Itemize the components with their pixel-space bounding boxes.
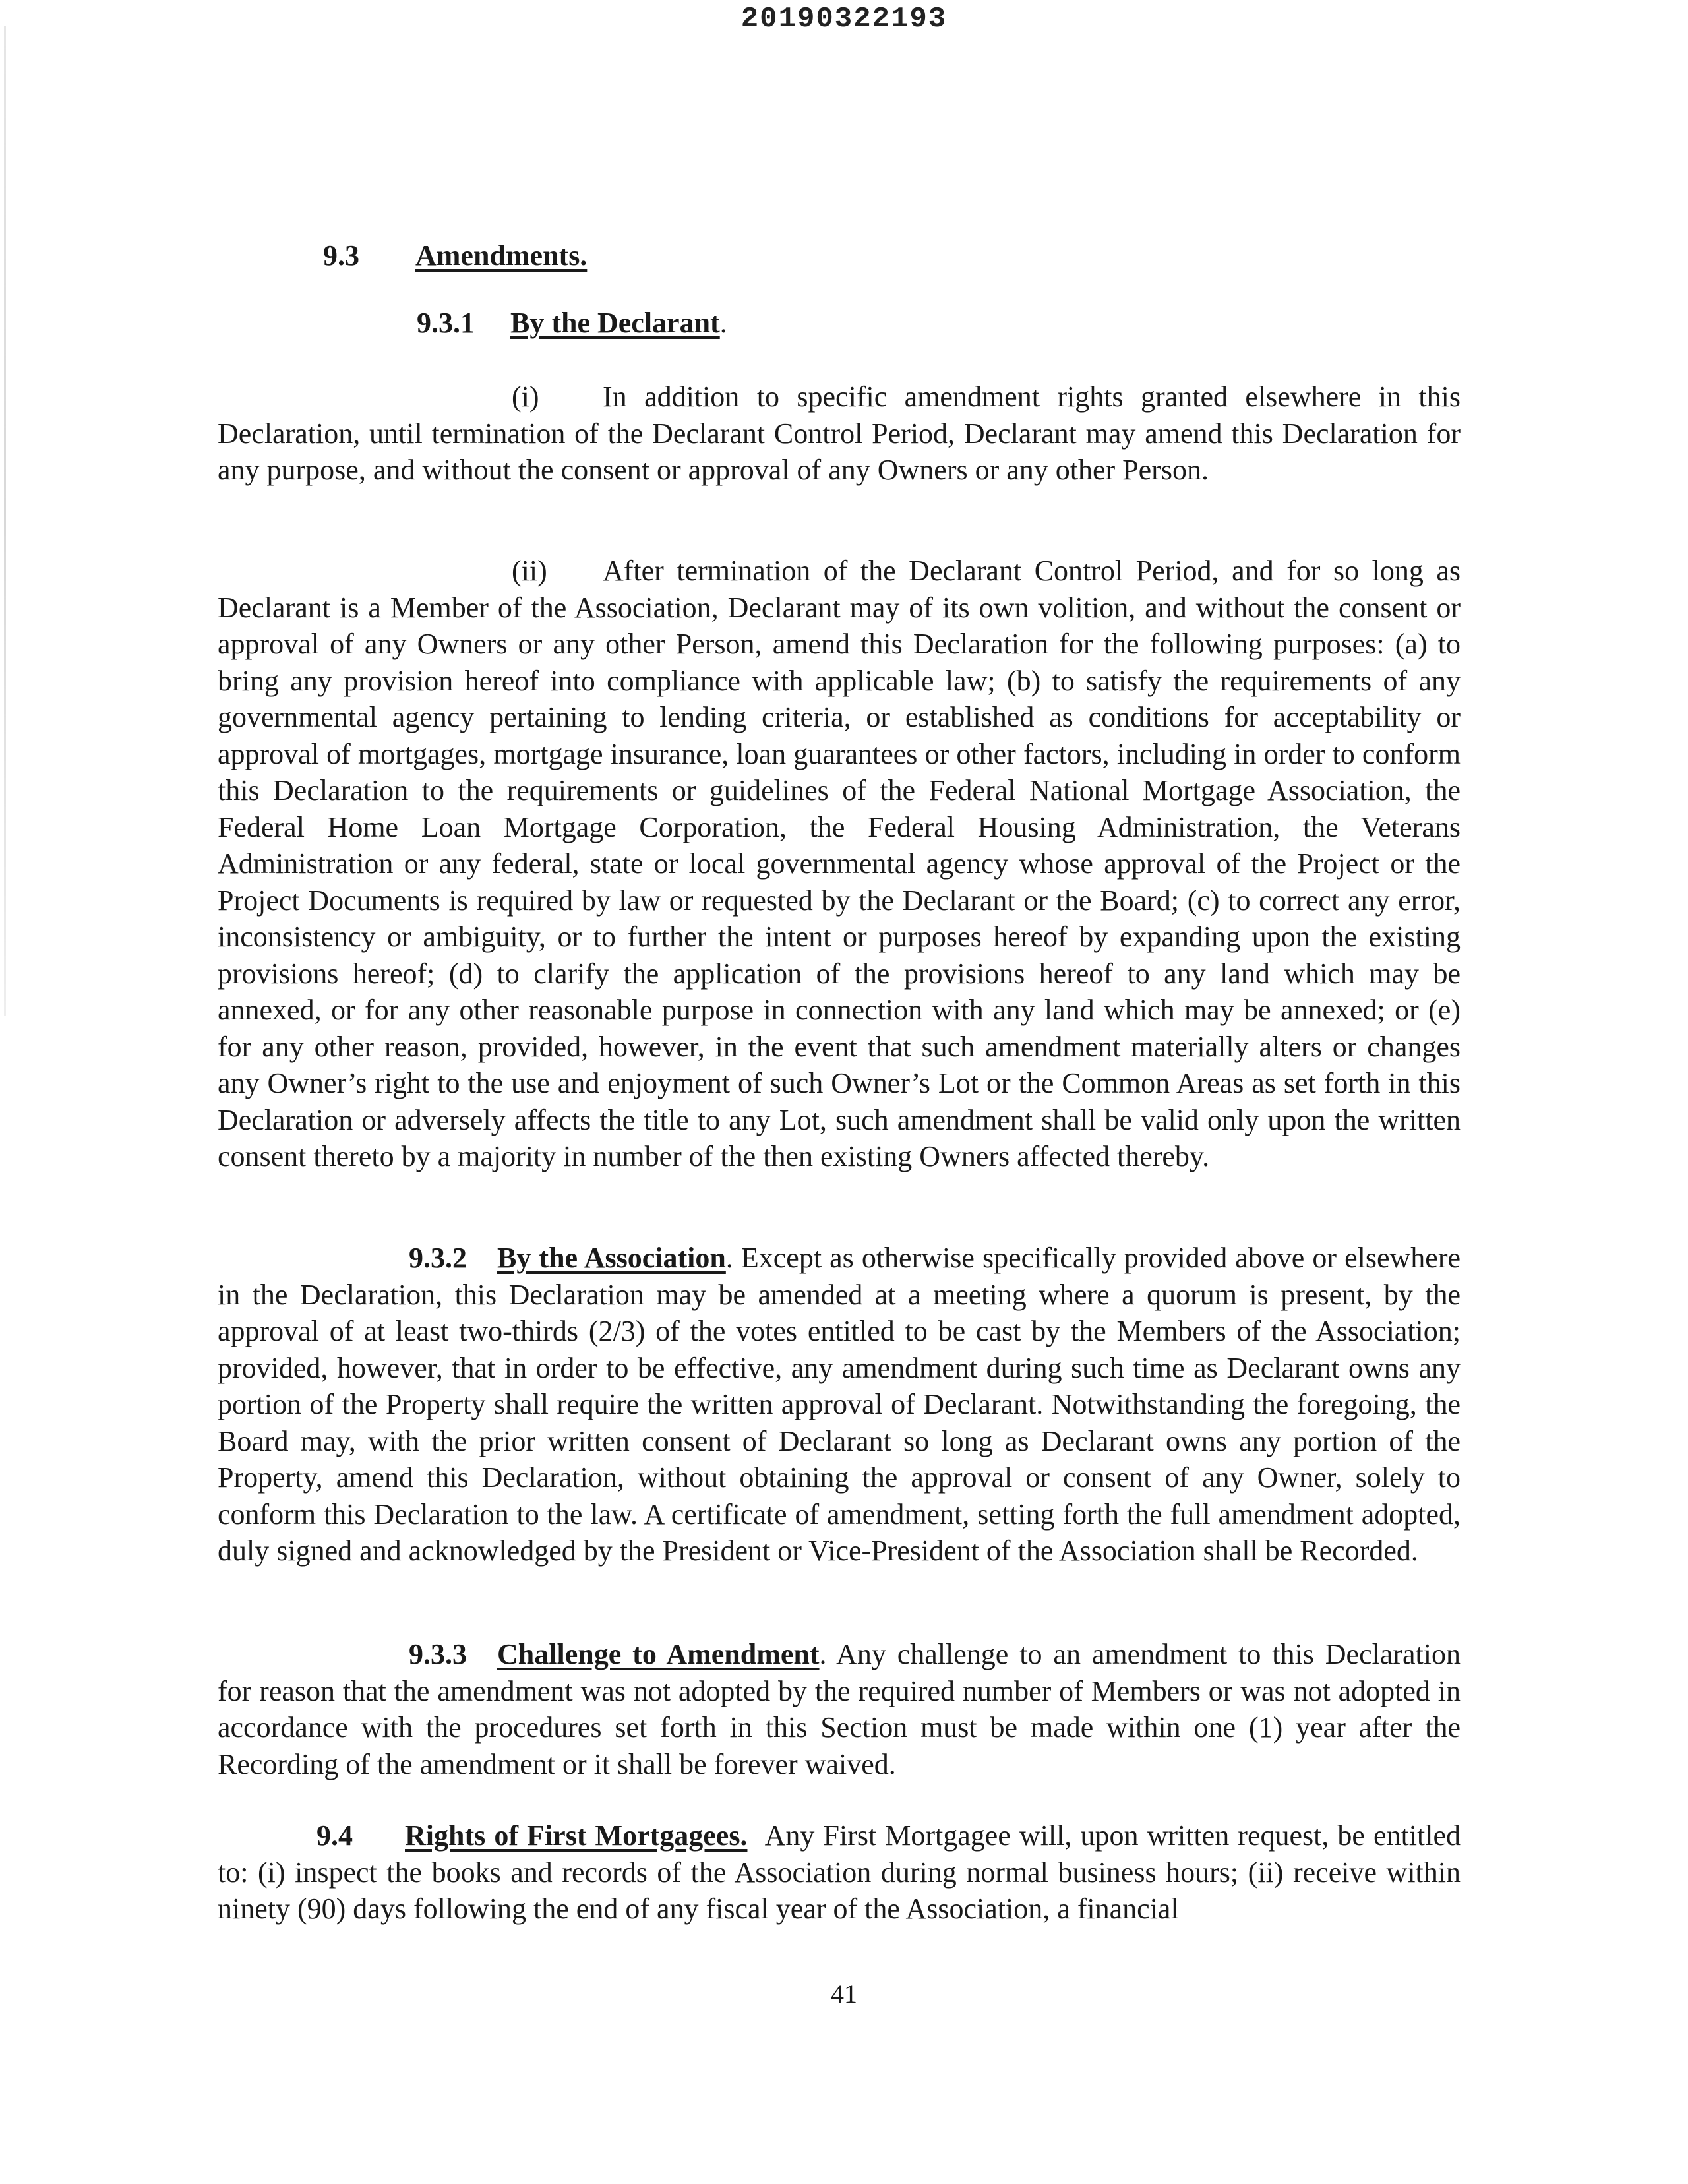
paragraph-9-3-1-ii: [218, 553, 1461, 1175]
section-9-3-2-text: . Except as otherwise specifically provided above or elsewhere in the Declaration, this Declaration may be amended at a meeting where a quorum is present, by the approval of at least two-thirds (2/3) of the votes entitled to be cast by the Members of the Association; provided, however, that in order to be effective, any amendment during such time as Declarant owns any portion of the Property shall require the written approval of Declarant. Notwithstanding the foregoing, the Board may, with the prior written consent of Declarant so long as Declarant owns any portion of the Property, amend this Declaration, without obtaining the approval or consent of any Owner, solely to conform this Declaration to the law. A certificate of amendment, setting forth the full amendment adopted, duly signed and acknowledged by the President or Vice-President of the Association shall be Recorded.: [218, 1242, 1461, 1567]
section-9-3-number: 9.3: [323, 239, 359, 272]
paragraph-marker-i: (i): [512, 380, 539, 413]
section-9-4-text: Any First Mortgagee will, upon written request, be entitled to: (i) inspect the books and records of the Association during normal business hours; (ii) receive within ninety (90) days following the end of any fiscal year of the Association, a financial: [218, 1819, 1461, 1925]
section-9-3-2-number: 9.3.2: [409, 1242, 467, 1274]
section-9-3-1-title-suffix: .: [719, 307, 727, 339]
section-9-3-3-text: . Any challenge to an amendment to this Declaration for reason that the amendment was not adopted by the required number of Members or was not adopted in accordance with the procedures set forth in this Section must be made within one (1) year after the Recording of the amendment or it shall be forever waived.: [218, 1638, 1461, 1780]
paragraph-text-i: In addition to specific amendment rights granted elsewhere in this Declaration, until termination of the Declarant Control Period, Declarant may amend this Declaration for any purpose, and without the consent or approval of any Owners or any other Person.: [218, 380, 1461, 486]
paragraph-9-3-3: [218, 1636, 1461, 1782]
document-number: 20190322193: [740, 3, 948, 36]
section-9-3-1-heading: [417, 306, 727, 340]
section-9-3-1-title: By the Declarant: [510, 307, 720, 339]
paragraph-marker-ii: (ii): [512, 555, 547, 587]
section-9-3-heading: [323, 239, 587, 272]
section-9-4-title: Rights of First Mortgagees.: [405, 1819, 748, 1852]
section-9-3-3-number: 9.3.3: [409, 1638, 467, 1670]
section-9-3-1-number: 9.3.1: [417, 307, 475, 339]
section-9-4-number: 9.4: [316, 1819, 353, 1852]
paragraph-9-3-2: [218, 1240, 1461, 1569]
paragraph-text-ii: After termination of the Declarant Control Period, and for so long as Declarant is a Member of the Association, Declarant may of its own volition, and without the consent or approval of any Owners or any other Person, amend this Declaration for the following purposes: (a) to bring any provision hereof into compliance with applicable law; (b) to satisfy the requirements of any governmental agency pertaining to lending criteria, or established as conditions for acceptability or approval of mortgages, mortgage insurance, loan guarantees or other factors, including in order to conform this Declaration to the requirements or guidelines of the Federal National Mortgage Association, the Federal Home Loan Mortgage Corporation, the Federal Housing Administration, the Veterans Administration or any federal, state or local governmental agency whose approval of the Project or the Project Documents is required by law or requested by the Declarant or the Board; (c) to correct any error, inconsistency or ambiguity, or to further the intent or purposes hereof by expanding upon the existing provisions hereof; (d) to clarify the application of the provisions hereof to any land which may be annexed, or for any other reasonable purpose in connection with any land which may be annexed; or (e) for any other reason, provided, however, in the event that such amendment materially alters or changes any Owner’s right to the use and enjoyment of such Owner’s Lot or the Common Areas as set forth in this Declaration or adversely affects the title to any Lot, such amendment shall be valid only upon the written consent thereto by a majority in number of the then existing Owners affected thereby.: [218, 555, 1461, 1172]
section-9-3-title: Amendments.: [415, 239, 588, 272]
section-9-3-2-title: By the Association: [497, 1242, 726, 1274]
paragraph-9-3-1-i: [218, 379, 1461, 489]
page-number: 41: [831, 1979, 857, 2009]
paragraph-9-4: [218, 1817, 1461, 1927]
section-9-3-3-title: Challenge to Amendment: [497, 1638, 820, 1670]
scan-edge: [4, 26, 6, 1016]
